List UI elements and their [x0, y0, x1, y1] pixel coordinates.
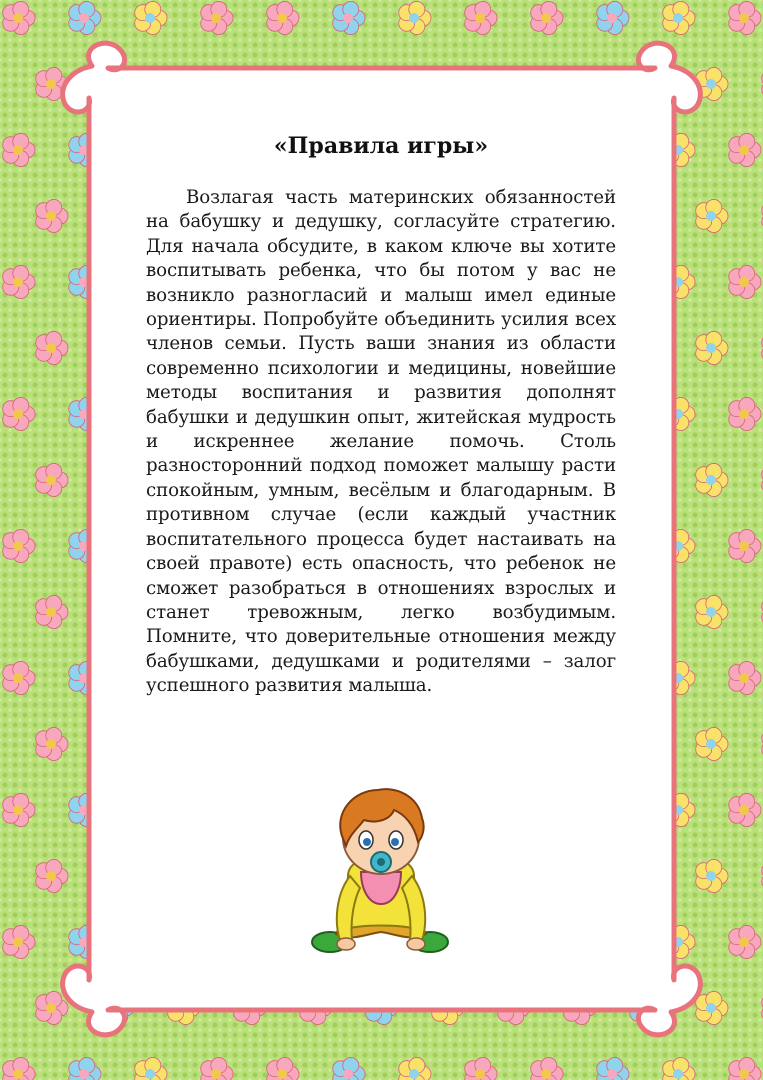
pacifier-ring [377, 858, 385, 866]
body-paragraph: Возлагая часть материнских обязанностей на бабушку и дедушку, согласуйте стратегию. Для начала обсудите, в каком ключе вы хотите воспитывать ребенка, что бы потом у вас не возникло разногласий и малыш имел единые ориентиры. Попробуйте объединить усилия всех членов семьи. Пусть ваши знания из области современно психологии и медицины, новейшие методы воспитания и развития дополнят бабушки и дедушкин опыт, житейская мудрость и искреннее желание помочь. Столь разносторонний подход поможет малышу расти спокойным, умным, весёлым и благодарным. В противном случае (если каждый участник воспитательного процесса будет настаивать на своей правоте) есть опасность, что ребенок не сможет разобраться в отношениях взрослых и станет тревожным, легко возбудимым. Помните, что доверительные отношения между бабушками, дедушками и родителями – залог успешного развития малыша. [146, 187, 616, 697]
left-pupil [363, 838, 371, 846]
right-pupil [391, 838, 399, 846]
page-title: «Правила игры» [273, 133, 489, 159]
right-hand [407, 938, 425, 950]
left-hand [337, 938, 355, 950]
baby-illustration [306, 784, 456, 960]
